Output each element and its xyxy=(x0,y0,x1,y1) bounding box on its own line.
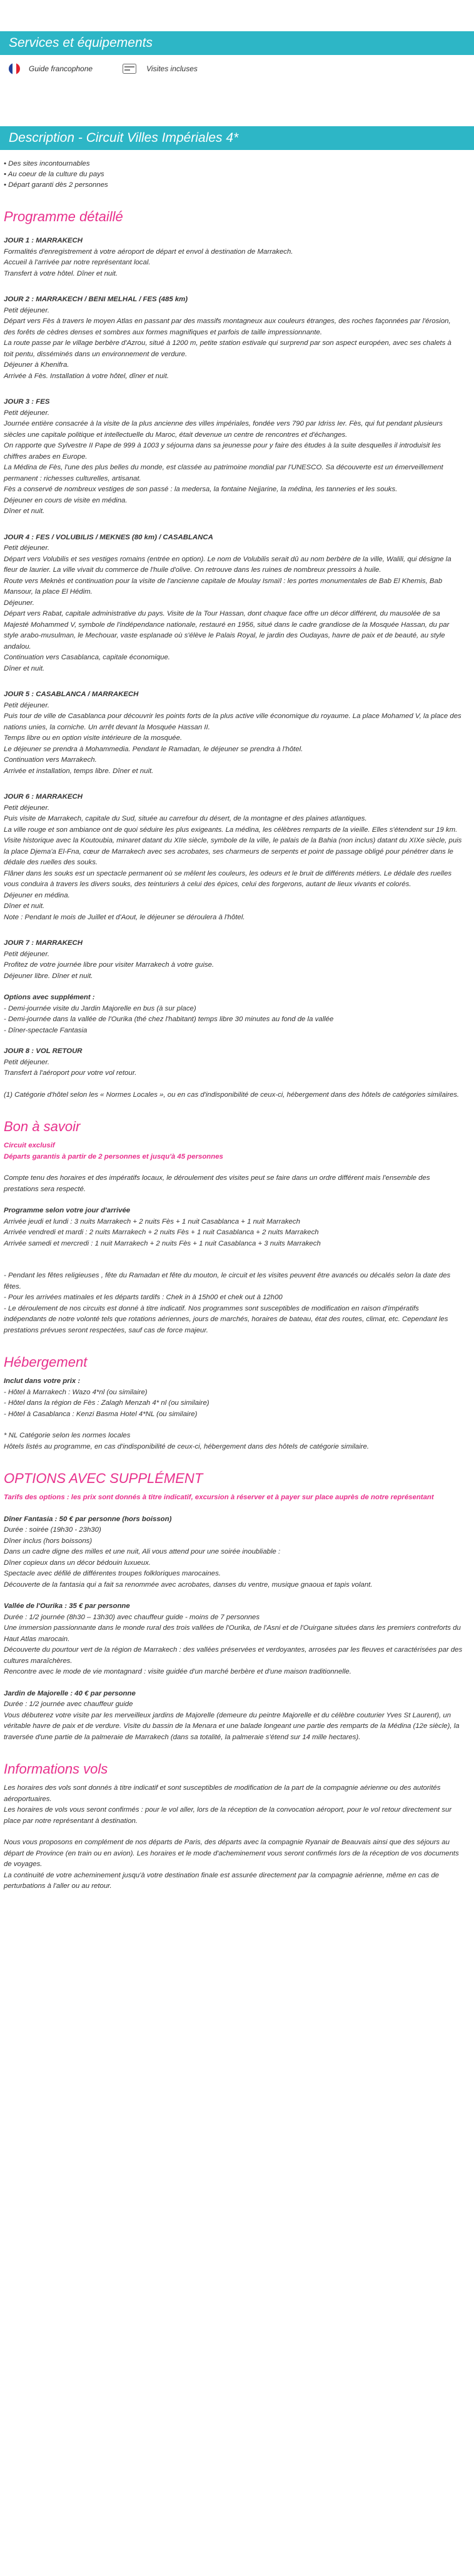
day-line: Transfert à votre hôtel. Dîner et nuit. xyxy=(4,269,118,277)
day-title: JOUR 5 : CASABLANCA / MARRAKECH xyxy=(4,691,139,698)
option-block-line: Dans un cadre digne des milles et une nuit, Ali vous attend pour une soirée inoubliable : xyxy=(4,1548,281,1555)
options-supplement-title: Options avec supplément : xyxy=(4,994,95,1001)
options-heading: OPTIONS AVEC SUPPLÉMENT xyxy=(4,1470,203,1486)
option-block-title: Vallée de l'Ourika : 35 € par personne xyxy=(4,1602,130,1610)
day-title: JOUR 3 : FES xyxy=(4,398,50,406)
day-line: Accueil à l'arrivée par notre représentant local. xyxy=(4,259,151,266)
schedule-line: Arrivée jeudi et lundi : 3 nuits Marrakech + 2 nuits Fès + 1 nuit Casablanca + 1 nuit Marrakech xyxy=(4,1217,300,1226)
highlight-item: • Au coeur de la culture du pays xyxy=(4,171,104,178)
infos-line: La continuité de votre acheminement jusqu'à votre destination finale est assurée directement par la compagnie aérienne, même en cas de perturbations à l'aller ou au retour. xyxy=(4,1871,440,1890)
schedule-line: Arrivée samedi et mercredi : 1 nuit Marrakech + 2 nuits Fès + 1 nuit Casablanca + 3 nuits Marrakech xyxy=(4,1239,321,1247)
hotel-line: - Hôtel à Marrakech : Wazo 4*nl (ou similaire) xyxy=(4,1388,148,1396)
day-line: Puis visite de Marrakech, capitale du Sud, située au carrefour du désert, de la montagne et des plaines atlantiques. xyxy=(4,815,367,822)
option-block-line: Dîner copieux dans un décor bédouin luxueux. xyxy=(4,1559,151,1567)
day-line: Le déjeuner se prendra à Mohammedia. Pendant le Ramadan, le déjeuner se prendra à l'hôtel. xyxy=(4,745,303,753)
option-block-line: Durée : 1/2 journée (8h30 – 13h30) avec chauffeur guide - moins de 7 personnes xyxy=(4,1613,260,1621)
option-block-line: Rencontre avec le mode de vie montagnard : visite guidée d'un marché berbère et d'une maison traditionnelle. xyxy=(4,1668,351,1675)
day-line: Petit déjeuner. xyxy=(4,306,50,314)
hotel-line: - Hôtel à Casablanca : Kenzi Basma Hotel 4*NL (ou similaire) xyxy=(4,1410,198,1418)
programme-days xyxy=(4,236,463,982)
day-line: Arrivée à Fès. Installation à votre hôtel, dîner et nuit. xyxy=(4,372,169,380)
description-banner xyxy=(0,126,474,150)
bon-intro: Compte tenu des horaires et des impératifs locaux, le déroulement des visites peut se faire dans un ordre différent mais l'ensemble des prestations sera respecté. xyxy=(4,1174,430,1193)
day-line: Départ vers Rabat, capitale administrative du pays. Visite de la Tour Hassan, dont chaque face offre un décor différent, du mausolée de sa Majesté Mohammed V, symbole de l'indépendance nationale, restauré en 1956, situé dans le cadre grandiose de la Mosquée Hassan, du par style arabo-musulman, le Mechouar, vaste esplanade où s'élève le Palais Royal, le jardin des Oudayas, havre de paix et de beauté, au style andalou. xyxy=(4,610,450,651)
day-line: Petit déjeuner. xyxy=(4,1058,50,1066)
day-title: JOUR 6 : MARRAKECH xyxy=(4,793,83,801)
guarantee-label: Départs garantis à partir de 2 personnes et jusqu'à 45 personnes xyxy=(4,1152,223,1161)
day-line: Visite historique avec la Koutoubia, minaret datant du XIIe siècle, symbole de la ville, le palais de la Bahia (non inclus) datant du XIXe siècle, puis la place Djema'a El-Fna, cœur de Marrakech avec ses acrobates, ses charmeurs de serpents et point de passage obligé pour pénétrer dans le dédale des ruelles des souks. xyxy=(4,837,462,866)
day-line: La Médina de Fès, l'une des plus belles du monde, est classée au patrimoine mondial par l'UNESCO. Sa découverte est un émerveillement permanent : richesses culturelles, artisanat. xyxy=(4,464,443,482)
day-line: Profitez de votre journée libre pour visiter Marrakech à votre guise. xyxy=(4,961,214,969)
description-title: Description - Circuit Villes Impériales 4* xyxy=(9,131,239,145)
hebergement-note: Hôtels listés au programme, en cas d'indisponibilité de ceux-ci, hébergement dans des hôtels de catégorie similaire. xyxy=(4,1442,370,1450)
option-block-line: Vous débuterez votre visite par les merveilleux jardins de Majorelle (demeure du peintre Majorelle et du célèbre couturier Yves St Laurent), un véritable havre de paix et de verdure. Visite du bassin de la Menara et une balade longeant une partie des remparts de la Médina (12e siècle), la traversée d'une partie de la palmeraie de Marrakech (dans sa totalité, la palmeraie s'étend sur 14 mille hectares). xyxy=(4,1711,460,1741)
hebergement-note-title: * NL Catégorie selon les normes locales xyxy=(4,1432,131,1439)
france-flag-icon xyxy=(9,63,20,74)
hebergement-intro: Inclut dans votre prix : xyxy=(4,1377,81,1385)
service-label-guide: Guide francophone xyxy=(29,64,93,73)
exclusive-label: Circuit exclusif xyxy=(4,1142,55,1149)
schedule-line: Arrivée vendredi et mardi : 2 nuits Marrakech + 2 nuits Fès + 1 nuit Casablanca + 2 nuits Marrakech xyxy=(4,1229,319,1236)
day-line: Petit déjeuner. xyxy=(4,950,50,958)
day-line: On rapporte que Sylvestre II Pape de 999 à 1003 y séjourna dans sa jeunesse pour y faire des études à la suite desquelles il introduisit les chiffres arabes en Europe. xyxy=(4,442,441,461)
day-line: Petit déjeuner. xyxy=(4,544,50,552)
day-line: Temps libre ou en option visite intérieure de la mosquée. xyxy=(4,734,183,742)
services-banner xyxy=(0,31,474,55)
bon-note: - Le déroulement de nos circuits est donné à titre indicatif. Nos programmes sont susceptibles de modification en raison d'impératifs indépendants de notre volonté tels que rotations aériennes, jours de marchés, horaires de bateau, état des routes, climat, etc. Cependant les prestations prévues seront respectées, sauf cas de force majeur. xyxy=(4,1304,448,1334)
day-title: JOUR 7 : MARRAKECH xyxy=(4,939,83,947)
infos-line: Les horaires de vols vous seront confirmés : pour le vol aller, lors de la réception de la convocation aéroport, pour le vol retour directement sur place par notre représentant à destination. xyxy=(4,1806,452,1825)
day-line: Arrivée et installation, temps libre. Dîner et nuit. xyxy=(4,767,154,775)
options-notice: Tarifs des options : les prix sont donnés à titre indicatif, excursion à réserver et à payer sur place auprès de notre représentant xyxy=(4,1494,434,1501)
option-block-title: Jardin de Majorelle : 40 € par personne xyxy=(4,1689,136,1697)
option-block-line: Découverte du pourtour vert de la région de Marrakech : des vallées préservées et verdoyantes, arrosées par les fleuves et caractérisées par des cultures maraîchères. xyxy=(4,1646,463,1665)
hebergement-heading: Hébergement xyxy=(4,1354,88,1370)
day-line: Petit déjeuner. xyxy=(4,804,50,812)
option-block-line: Durée : 1/2 journée avec chauffeur guide xyxy=(4,1700,133,1708)
day-line: Dîner et nuit. xyxy=(4,664,45,672)
day-line: Départ vers Volubilis et ses vestiges romains (entrée en option). Le nom de Volubilis serait dû au nom berbère de la ville, Walili, qui désigne la fleur de laurier. La ville vivait du commerce de l'huile d'olive. On retrouve dans les ruines de nombreux pressoirs à huile. xyxy=(4,555,451,574)
main-content xyxy=(0,159,474,1892)
option-block-line: Durée : soirée (19h30 - 23h30) xyxy=(4,1526,101,1534)
day-line: Route vers Meknès et continuation pour la visite de l'ancienne capitale de Moulay Ismaïl : les portes monumentales de Bab El Khemis, Bab Mansour, la place El Hédim. xyxy=(4,577,443,596)
option-block-line: Une immersion passionnante dans le monde rural des trois vallées de l'Ourika, de l'Asni et de l'Ouirgane situées dans les premiers contreforts du Haut Atlas marocain. xyxy=(4,1624,461,1643)
day-line: Continuation vers Marrakech. xyxy=(4,756,97,764)
day-line: Puis tour de ville de Casablanca pour découvrir les points forts de la plus active ville économique du royaume. La place Mohamed V, la place des nations unies, la corniche. Un arrêt devant la Mosquée Hassan II. xyxy=(4,712,461,731)
option-blocks xyxy=(4,1504,463,1744)
day-line: Dîner et nuit. xyxy=(4,507,45,515)
highlights-list xyxy=(4,159,463,191)
option-block-line: Spectacle avec défilé de différentes troupes folkloriques marocaines. xyxy=(4,1570,221,1577)
options-line: - Demi-journée dans la vallée de l'Ourika (thé chez l'habitant) temps libre 30 minutes au fond de la vallée xyxy=(4,1016,334,1023)
service-label-visits: Visites incluses xyxy=(146,64,198,73)
highlight-item: • Des sites incontournables xyxy=(4,160,90,167)
infos-line: Les horaires des vols sont donnés à titre indicatif et sont susceptibles de modification de la part de la compagnie aérienne ou des autorités aéroportuaires. xyxy=(4,1784,441,1803)
day-line: Note : Pendant le mois de Juillet et d'Aout, le déjeuner se déroulera à l'hôtel. xyxy=(4,913,245,921)
day-title: JOUR 2 : MARRAKECH / BENI MELHAL / FES (485 km) xyxy=(4,296,188,303)
option-block-line: Découverte de la fantasia qui a fait sa renommée avec acrobates, danses du ventre, musique gnaoua et tapis volant. xyxy=(4,1580,373,1589)
bon-note: - Pendant les fêtes religieuses , fête du Ramadan et fête du mouton, le circuit et les visites peuvent être avancés ou décalés selon la date des fêtes. xyxy=(4,1272,451,1290)
day-line: Petit déjeuner. xyxy=(4,409,50,417)
infos-heading: Informations vols xyxy=(4,1761,108,1777)
option-block-title: Dîner Fantasia : 50 € par personne (hors boisson) xyxy=(4,1515,172,1523)
highlight-item: • Départ garanti dès 2 personnes xyxy=(4,181,108,189)
day-title: JOUR 8 : VOL RETOUR xyxy=(4,1047,83,1055)
day-line: Déjeuner. xyxy=(4,599,34,607)
bon-note: - Pour les arrivées matinales et les départs tardifs : Chek in à 15h00 et chek out à 12h00 xyxy=(4,1294,283,1301)
option-block-line: Dîner inclus (hors boissons) xyxy=(4,1537,93,1545)
options-line: - Dîner-spectacle Fantasia xyxy=(4,1026,88,1034)
day-title: JOUR 1 : MARRAKECH xyxy=(4,237,83,244)
bon-heading: Bon à savoir xyxy=(4,1119,81,1134)
day-line: Déjeuner à Khenifra. xyxy=(4,361,69,369)
hotel-line: - Hôtel dans la région de Fès : Zalagh Menzah 4* nl (ou similaire) xyxy=(4,1399,209,1407)
day-line: La ville rouge et son ambiance ont de quoi séduire les plus exigeants. La médina, les célèbres remparts de la vieille. Elles s'étendent sur 19 km. xyxy=(4,826,458,834)
programme-footnote: (1) Catégorie d'hôtel selon les « Normes Locales », ou en cas d'indisponibilité de ceux-ci, hébergement dans des hôtels de catégories similaires. xyxy=(4,1091,460,1099)
day-line: Petit déjeuner. xyxy=(4,701,50,709)
schedule-title: Programme selon votre jour d'arrivée xyxy=(4,1207,131,1214)
visa-card-icon xyxy=(123,64,136,74)
day-line: Déjeuner en médina. xyxy=(4,891,70,899)
service-item-guide xyxy=(9,63,93,75)
day-line: Fès a conservé de nombreux vestiges de son passé : la medersa, la fontaine Nejjarine, la médina, les tanneries et les souks. xyxy=(4,486,398,493)
day-line: Journée entière consacrée à la visite de la plus ancienne des villes impériales, fondée vers 790 par Idriss Ier. Fès, qui fut pendant plusieurs siècles une capitale politique et intellectuelle du Maroc, était devenue un centre de rencontres et d'échanges. xyxy=(4,420,443,439)
service-item-visits xyxy=(123,63,198,75)
infos-line: Nous vous proposons en complément de nos départs de Paris, des départs avec la compagnie Ryanair de Beauvais ainsi que des séjours au départ de Province (en train ou en avion). Les horaires et le mode d'acheminement vous seront confirmés lors de la réception de vos documents de voyages. xyxy=(4,1839,459,1868)
day-line: Départ vers Fès à travers le moyen Atlas en passant par des massifs montagneux aux couleurs étranges, des roches façonnées par l'érosion, des forêts de cèdres denses et sombres aux formes magnifiques et parfois de taille impressionnante. xyxy=(4,317,451,336)
day-title: JOUR 4 : FES / VOLUBILIS / MEKNES (80 km) / CASABLANCA xyxy=(4,533,213,541)
day-line: Déjeuner en cours de visite en médina. xyxy=(4,496,128,504)
day-line: Dîner et nuit. xyxy=(4,902,45,910)
day-line: Flâner dans les souks est un spectacle permanent où se mêlent les couleurs, les odeurs et le bruit de différents métiers. Le dédale des ruelles vous conduira à travers les divers souks, des teinturiers à celui des épices, celui des forgerons, autant de lieux vivants et colorés. xyxy=(4,869,452,888)
services-row xyxy=(0,55,474,82)
services-title: Services et équipements xyxy=(9,36,153,50)
programme-heading: Programme détaillé xyxy=(4,209,123,224)
day-line: La route passe par le village berbère d'Azrou, situé à 1200 m, petite station estivale qui surprend par son aspect européen, avec ses chalets à toit pentu, disséminés dans un environnement de verdure. xyxy=(4,339,451,358)
day-line: Formalités d'enregistrement à votre aéroport de départ et envol à destination de Marrakech. xyxy=(4,247,293,256)
day-line: Continuation vers Casablanca, capitale économique. xyxy=(4,654,170,661)
day-line: Déjeuner libre. Dîner et nuit. xyxy=(4,972,93,980)
options-line: - Demi-journée visite du Jardin Majorelle en bus (à sur place) xyxy=(4,1004,196,1012)
day-line: Transfert à l'aéroport pour votre vol retour. xyxy=(4,1069,137,1077)
